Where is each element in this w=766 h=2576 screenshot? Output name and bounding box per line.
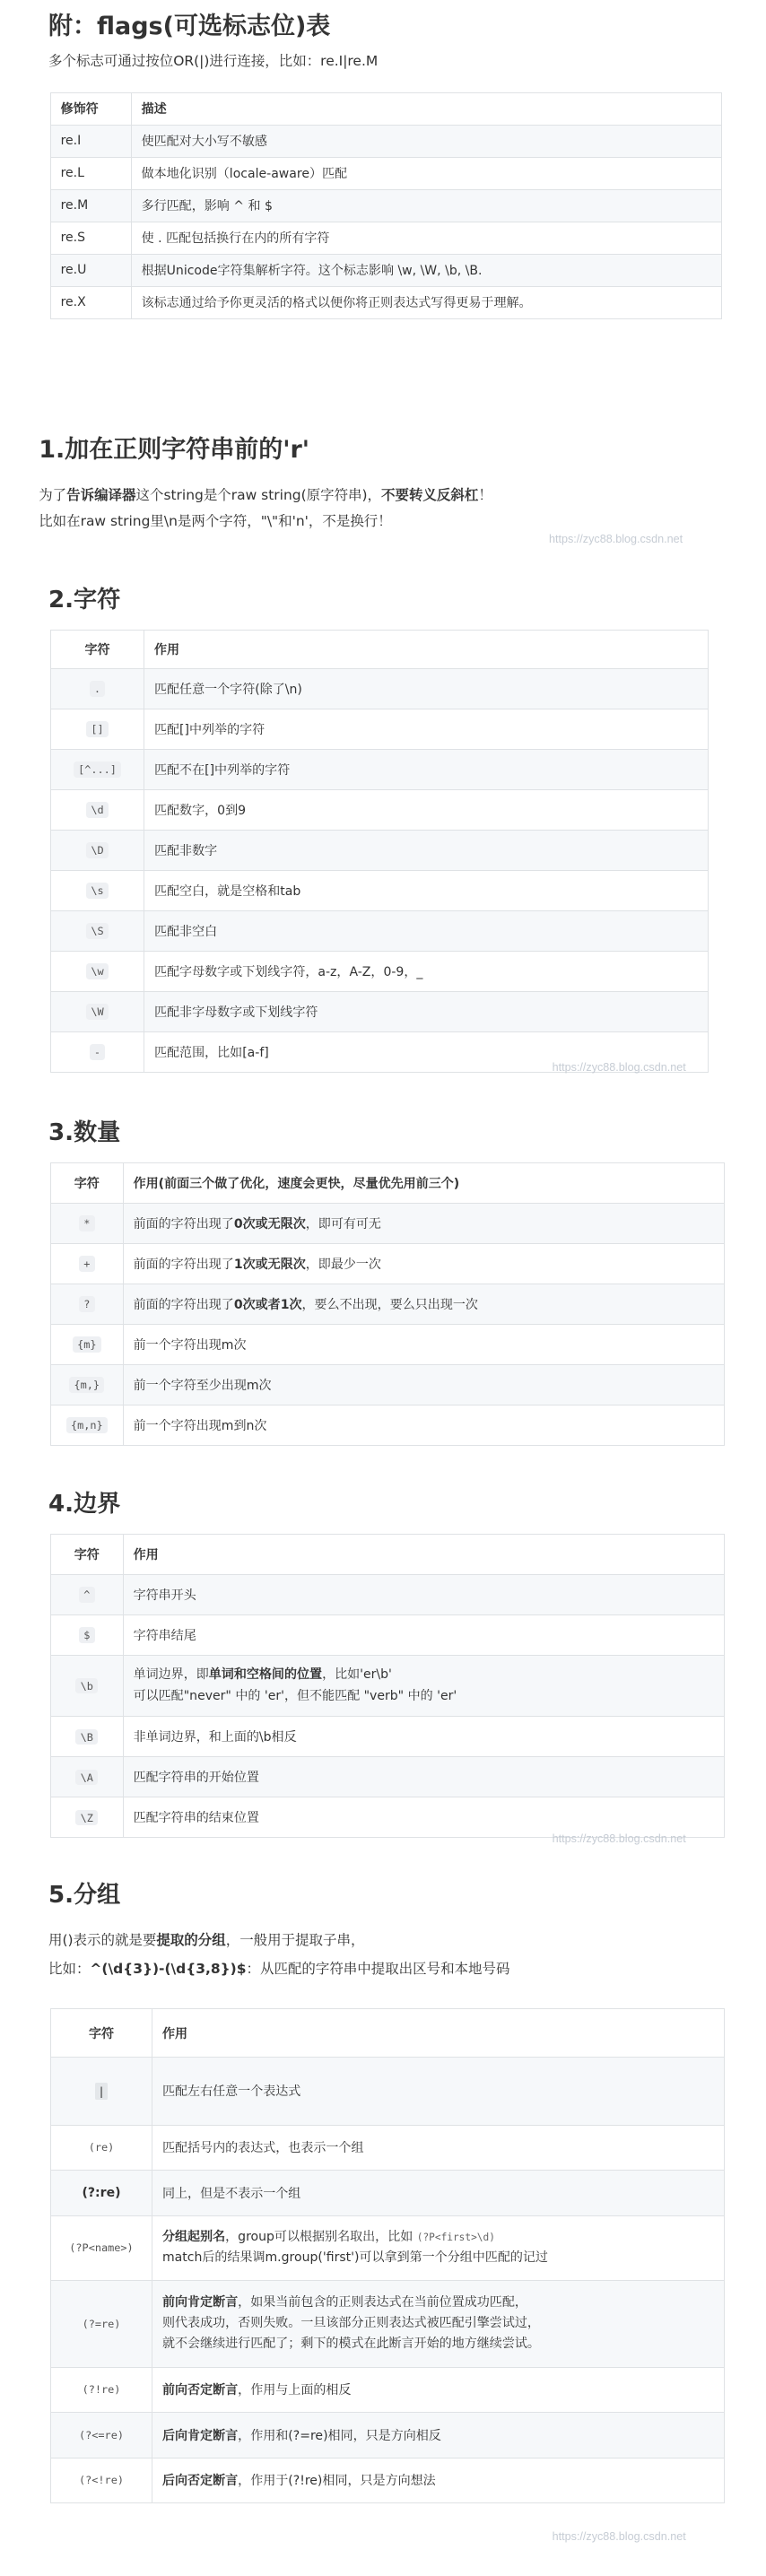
desc-cell: 匹配[]中列举的字符 <box>144 709 709 750</box>
section3-title: 3.数量 <box>48 1119 121 1146</box>
col-header: 字符 <box>50 631 144 669</box>
desc-cell: 前面的字符出现了1次或无限次，即最少一次 <box>123 1244 724 1284</box>
watermark: https://zyc88.blog.csdn.net <box>552 1832 686 1845</box>
desc-cell: 匹配非字母数字或下划线字符 <box>144 992 709 1032</box>
chars-table <box>50 630 709 1073</box>
symbol-cell: {m} <box>50 1325 123 1365</box>
group-table <box>50 2008 725 2503</box>
desc-cell: 匹配字符串的结束位置 <box>123 1797 724 1838</box>
desc-cell: 匹配括号内的表达式，也表示一个组 <box>152 2125 725 2170</box>
section5-line1: 用()表示的就是要提取的分组，一般用于提取子串， <box>48 1932 365 1948</box>
symbol-cell: (?!re) <box>50 2367 152 2412</box>
col-header: 作用 <box>152 2009 725 2058</box>
desc-cell: 匹配任意一个字符(除了\n) <box>144 669 709 709</box>
desc-cell: 使匹配对大小写不敏感 <box>131 125 721 157</box>
desc-cell: 多行匹配，影响 ^ 和 $ <box>131 189 721 222</box>
flag-cell: re.X <box>50 286 131 318</box>
section2-title: 2.字符 <box>48 587 121 614</box>
desc-cell: 前面的字符出现了0次或无限次，即可有可无 <box>123 1204 724 1244</box>
symbol-cell: + <box>50 1244 123 1284</box>
symbol-cell: \S <box>50 911 144 952</box>
desc-cell: 字符串结尾 <box>123 1615 724 1656</box>
desc-cell: 字符串开头 <box>123 1575 724 1615</box>
desc-cell: 前一个字符至少出现m次 <box>123 1365 724 1405</box>
symbol-cell: \b <box>50 1656 123 1717</box>
appendix-title: 附：flags(可选标志位)表 <box>48 13 331 41</box>
desc-cell: 单词边界，即单词和空格间的位置，比如'er\b' 可以匹配"never" 中的 'er'，但不能匹配 "verb" 中的 'er' <box>123 1656 724 1717</box>
symbol-cell: {m,} <box>50 1365 123 1405</box>
symbol-cell: (?P<name>) <box>50 2215 152 2280</box>
desc-cell: 匹配字符串的开始位置 <box>123 1757 724 1797</box>
symbol-cell: \w <box>50 952 144 992</box>
watermark: https://zyc88.blog.csdn.net <box>552 2529 686 2543</box>
flag-cell: re.U <box>50 254 131 286</box>
symbol-cell: - <box>50 1032 144 1073</box>
symbol-cell: (?:re) <box>50 2171 152 2215</box>
symbol-cell: \s <box>50 871 144 911</box>
watermark: https://zyc88.blog.csdn.net <box>552 1060 686 1074</box>
desc-cell: 匹配数字，0到9 <box>144 790 709 831</box>
desc-cell: 后向否定断言，作用于(?!re)相同，只是方向想法 <box>152 2458 725 2502</box>
desc-cell: 前一个字符出现m次 <box>123 1325 724 1365</box>
desc-cell: 该标志通过给予你更灵活的格式以便你将正则表达式写得更易于理解。 <box>131 286 721 318</box>
symbol-cell: (re) <box>50 2125 152 2170</box>
symbol-cell: (?<!re) <box>50 2458 152 2502</box>
flags-table <box>50 92 722 319</box>
col-header: 作用 <box>144 631 709 669</box>
symbol-cell: (?<=re) <box>50 2413 152 2458</box>
section4-title: 4.边界 <box>48 1491 121 1518</box>
symbol-cell: $ <box>50 1615 123 1656</box>
boundary-table <box>50 1534 725 1838</box>
flag-cell: re.M <box>50 189 131 222</box>
desc-cell: 匹配非数字 <box>144 831 709 871</box>
section1-line1: 为了告诉编译器这个string是个raw string(原字符串)，不要转义反斜杠！ <box>39 487 492 503</box>
watermark: https://zyc88.blog.csdn.net <box>549 533 683 545</box>
symbol-cell: \W <box>50 992 144 1032</box>
col-header: 作用(前面三个做了优化，速度会更快，尽量优先用前三个) <box>123 1163 724 1204</box>
desc-cell: 前面的字符出现了0次或者1次，要么不出现，要么只出现一次 <box>123 1284 724 1325</box>
symbol-cell: ^ <box>50 1575 123 1615</box>
symbol-cell: * <box>50 1204 123 1244</box>
flag-cell: re.L <box>50 157 131 189</box>
flag-cell: re.I <box>50 125 131 157</box>
desc-cell: 前向否定断言，作用与上面的相反 <box>152 2367 725 2412</box>
desc-cell: 做本地化识别（locale-aware）匹配 <box>131 157 721 189</box>
desc-cell: 分组起别名，group可以根据别名取出，比如 (?P<first>\d) match后的结果调m.group('first')可以拿到第一个分组中匹配的记过 <box>152 2215 725 2280</box>
section5-title: 5.分组 <box>48 1881 121 1909</box>
symbol-cell: . <box>50 669 144 709</box>
symbol-cell: \Z <box>50 1797 123 1838</box>
symbol-cell: \A <box>50 1757 123 1797</box>
desc-cell: 后向肯定断言，作用和(?=re)相同，只是方向相反 <box>152 2413 725 2458</box>
desc-cell: 匹配左右任意一个表达式 <box>152 2058 725 2126</box>
desc-cell: 匹配空白，就是空格和tab <box>144 871 709 911</box>
col-header: 作用 <box>123 1535 724 1575</box>
symbol-cell: \D <box>50 831 144 871</box>
desc-cell: 前一个字符出现m到n次 <box>123 1405 724 1446</box>
symbol-cell: {m,n} <box>50 1405 123 1446</box>
section1-line2: 比如在raw string里\n是两个字符，"\"和'n'，不是换行！ <box>39 512 392 529</box>
desc-cell: 使 . 匹配包括换行在内的所有字符 <box>131 222 721 254</box>
col-header: 字符 <box>50 2009 152 2058</box>
symbol-cell: [^...] <box>50 750 144 790</box>
flag-cell: re.S <box>50 222 131 254</box>
desc-cell: 匹配字母数字或下划线字符，a-z，A-Z，0-9，_ <box>144 952 709 992</box>
desc-cell: 匹配非空白 <box>144 911 709 952</box>
symbol-cell: ? <box>50 1284 123 1325</box>
desc-cell: 同上，但是不表示一个组 <box>152 2171 725 2215</box>
symbol-cell: | <box>50 2058 152 2126</box>
desc-cell: 非单词边界，和上面的\b相反 <box>123 1717 724 1757</box>
section5-line2: 比如：^(\d{3})-(\d{3,8})$：从匹配的字符串中提取出区号和本地号码 <box>48 1961 510 1978</box>
symbol-cell: (?=re) <box>50 2280 152 2367</box>
symbol-cell: \d <box>50 790 144 831</box>
desc-cell: 匹配范围，比如[a-f] <box>144 1032 709 1073</box>
col-header: 修饰符 <box>50 92 131 125</box>
col-header: 字符 <box>50 1163 123 1204</box>
col-header: 描述 <box>131 92 721 125</box>
appendix-intro: 多个标志可通过按位OR(|)进行连接，比如：re.I|re.M <box>48 52 379 69</box>
desc-cell: 根据Unicode字符集解析字符。这个标志影响 \w, \W, \b, \B. <box>131 254 721 286</box>
symbol-cell: [] <box>50 709 144 750</box>
quantity-table <box>50 1162 725 1446</box>
desc-cell: 前向肯定断言，如果当前包含的正则表达式在当前位置成功匹配， 则代表成功，否则失败。一旦该部分正则表达式被匹配引擎尝试过， 就不会继续进行匹配了；剩下的模式在此断言开始的地方继续尝试。 <box>152 2280 725 2367</box>
section1-title: 1.加在正则字符串前的'r' <box>39 435 310 464</box>
symbol-cell: \B <box>50 1717 123 1757</box>
desc-cell: 匹配不在[]中列举的字符 <box>144 750 709 790</box>
col-header: 字符 <box>50 1535 123 1575</box>
